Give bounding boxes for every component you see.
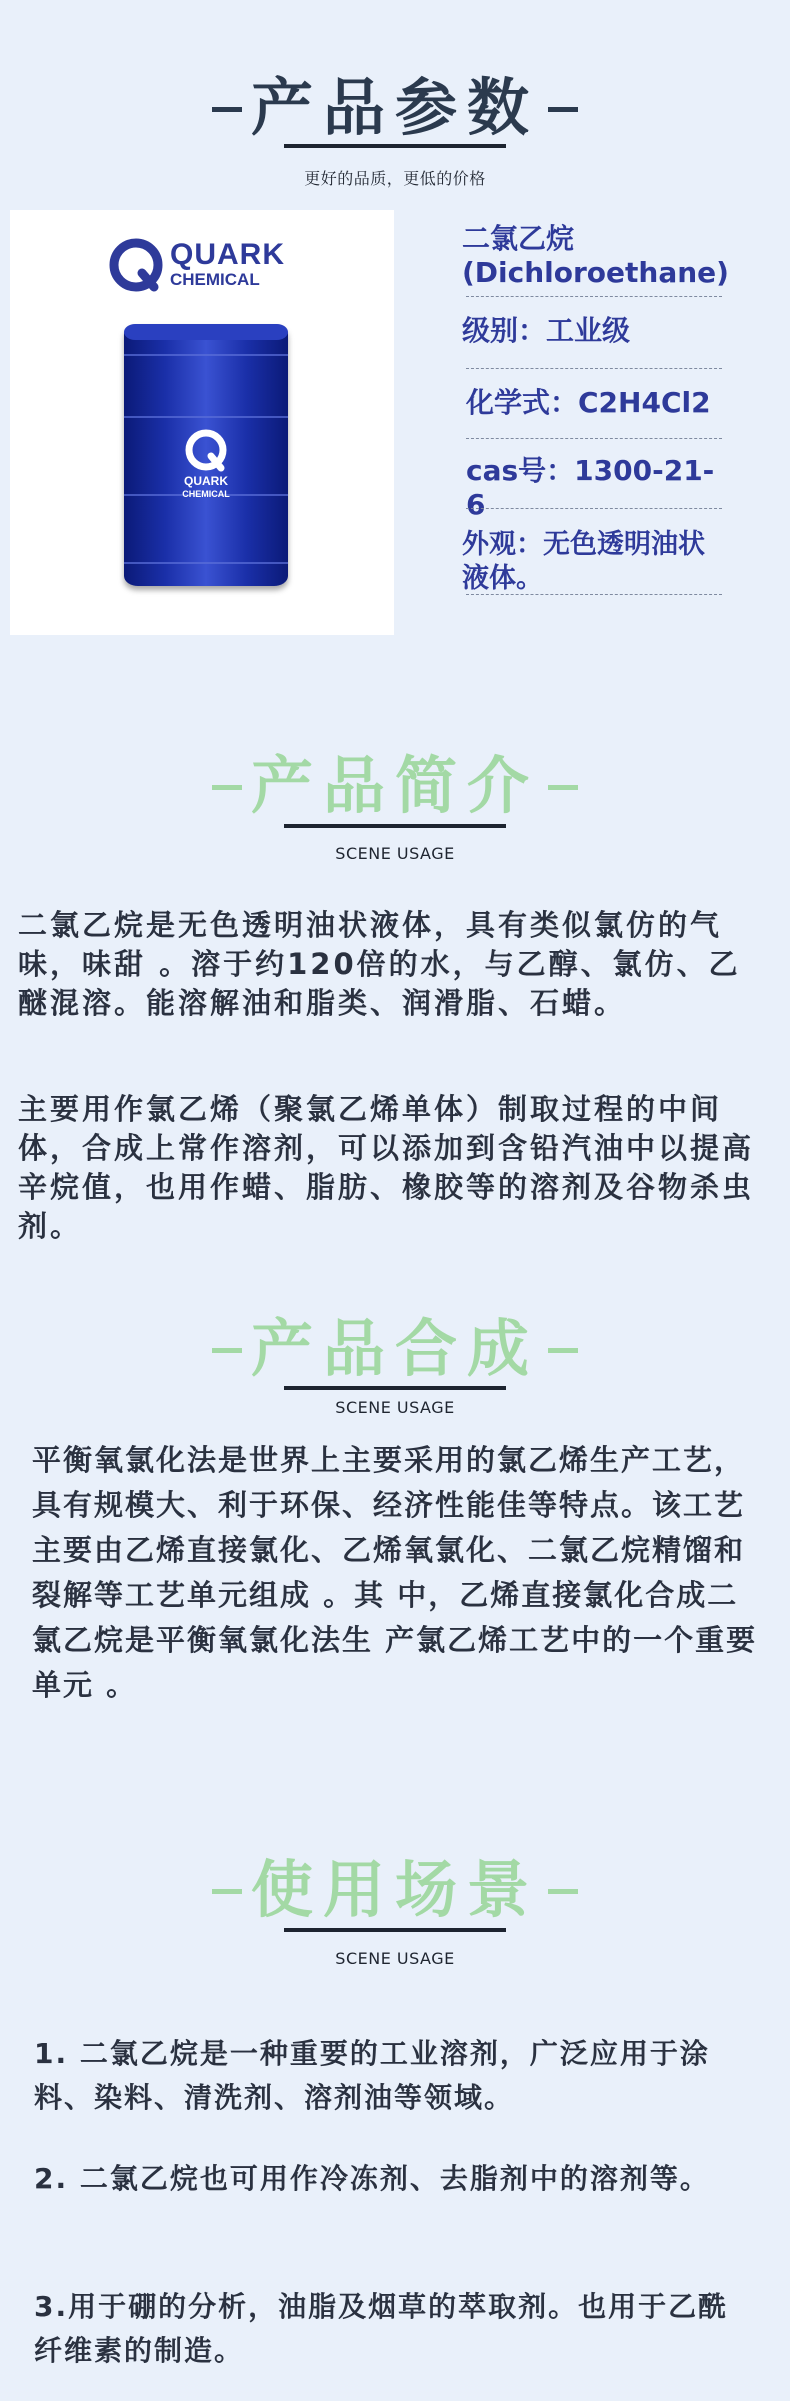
spec-grade: 级别：工业级 — [462, 314, 631, 347]
drum-logo-top: QUARK — [184, 474, 228, 488]
spec-divider — [466, 594, 722, 595]
spec-divider — [466, 296, 722, 297]
params-title: 产品参数 — [250, 71, 539, 144]
params-subtitle: 更好的品质，更低的价格 — [304, 169, 486, 188]
usage-title: 使用场景 — [250, 1853, 539, 1926]
quark-logo-mark-icon — [108, 237, 164, 293]
title-dash-right — [548, 107, 578, 112]
drum-logo-bottom: CHEMICAL — [182, 489, 230, 499]
chemical-drum — [124, 324, 288, 586]
spec-cas: cas号：1300-21-6 — [466, 454, 715, 521]
spec-name: 二氯乙烷 (Dichloroethane) — [462, 222, 729, 289]
synthesis-title: 产品合成 — [250, 1312, 539, 1385]
usage-item-2: 2. 二氯乙烷也可用作冷冻剂、去脂剂中的溶剂等。 — [34, 2162, 710, 2195]
title-dash-right — [548, 1348, 578, 1353]
title-dash-right — [548, 785, 578, 790]
intro-title: 产品简介 — [250, 749, 539, 822]
synthesis-subtitle: SCENE USAGE — [335, 1398, 455, 1417]
params-title-underline — [284, 144, 506, 148]
intro-subtitle: SCENE USAGE — [335, 844, 455, 863]
drum-logo-icon — [182, 426, 230, 474]
spec-appearance: 外观：无色透明油状液体。 — [462, 529, 705, 594]
intro-title-underline — [284, 824, 506, 828]
spec-divider — [466, 368, 722, 369]
logo-text-top: QUARK — [170, 238, 285, 271]
title-dash-right — [548, 1889, 578, 1894]
intro-paragraph-2: 主要用作氯乙烯（聚氯乙烯单体）制取过程的中间体，合成上常作溶剂，可以添加到含铅汽油中以提高辛烷值，也用作蜡、脂肪、橡胶等的溶剂及谷物杀虫剂。 — [18, 1092, 755, 1243]
usage-item-1: 1. 二氯乙烷是一种重要的工业溶剂，广泛应用于涂料、染料、清洗剂、溶剂油等领域。 — [34, 2037, 710, 2114]
usage-title-underline — [284, 1928, 506, 1932]
spec-divider — [466, 438, 722, 439]
usage-item-3: 3.用于硼的分析，油脂及烟草的萃取剂。也用于乙酰纤维素的制造。 — [34, 2290, 729, 2367]
spec-formula: 化学式：C2H4Cl2 — [466, 386, 711, 419]
synthesis-paragraph: 平衡氧氯化法是世界上主要采用的氯乙烯生产工艺，具有规模大、利于环保、经济性能佳等特点。该工艺主要由乙烯直接氯化、乙烯氧氯化、二氯乙烷精馏和裂解等工艺单元组成 。其 中，乙烯直接氯化合成二氯乙烷是平衡氧氯化法生 产氯乙烯工艺中的一个重要单元 。 — [32, 1443, 758, 1702]
logo-text-bottom: CHEMICAL — [170, 270, 260, 289]
synthesis-title-underline — [284, 1386, 506, 1390]
spec-divider — [466, 508, 722, 509]
quark-logo — [108, 234, 298, 296]
product-image — [10, 210, 394, 635]
intro-paragraph-1: 二氯乙烷是无色透明油状液体，具有类似氯仿的气味，味甜 。溶于约120倍的水，与乙醇、氯仿、乙醚混溶。能溶解油和脂类、润滑脂、石蜡。 — [18, 908, 741, 1020]
usage-subtitle: SCENE USAGE — [335, 1949, 455, 1968]
